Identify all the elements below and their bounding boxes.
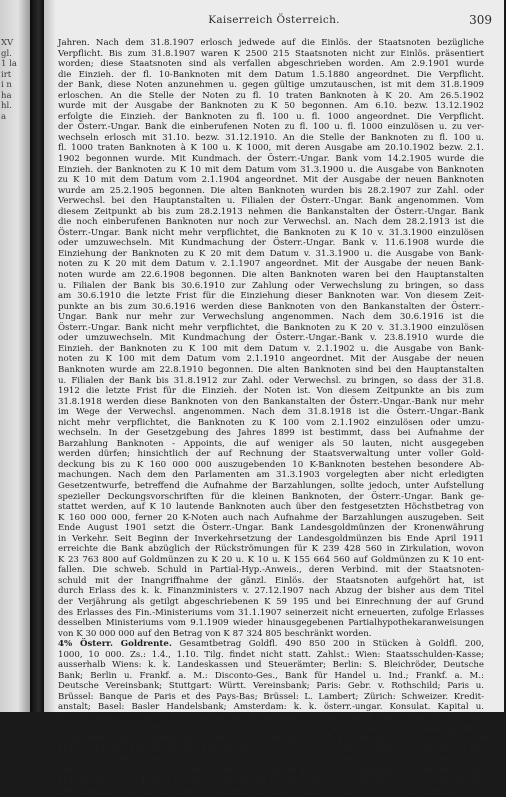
text-line: punkte an bis zum 30.6.1916 werden diese Banknoten von den Bankanstalten der Österr.- <box>58 301 484 312</box>
text-line: K 23 763 800 auf Goldmünzen zu K 20 u. K 10 u. K 155 664 560 auf Goldmünzen zu K 10 ent- <box>58 554 484 565</box>
text-line: Brüssel: Banque de Paris et des Pays-Bas; Brüssel: L. Lambert; Zürich: Schweizer. Kredit- <box>58 691 484 702</box>
text-line: worden; diese Staatsnoten sind als verfallen abgeschrieben worden. Am 2.9.1901 wurde <box>58 59 484 70</box>
text-line: 101.70, 102.20, 104, 103, 101.80, 97.50, 99.80, 101.50, 102.50, 102.50, 101.60, 99.65, 99.30, 97, <box>58 776 485 787</box>
margin-fragment <box>1 186 29 197</box>
margin-fragment <box>1 165 29 176</box>
text-line: wechseln erlosch mit 31.10. bezw. 31.12.1910. An die Stelle der Banknoten zu fl. 100 u. <box>58 132 484 143</box>
text-line: diesem Zeitpunkt ab bis zum 28.2.1913 nehmen die Bankanstalten der Österr.-Ungar. Bank <box>58 206 484 217</box>
text-line: Barzahlung Banknoten - Appoints, die auf weniger als 50 lauten, nicht ausgegeben <box>58 438 484 449</box>
text-line: deckung bis zu K 160 000 000 auszugebenden 10 K-Banknoten bestehen besondere Ab- <box>58 459 484 470</box>
text-line: Ungar. Bank nur mehr zur Verwechslung angenommen. Nach dem 30.6.1916 ist die <box>58 312 484 323</box>
text-line: noten zu K 100 mit dem Datum vom 2.1.1910 angeordnet. Mit der Ausgabe der neuen <box>58 354 484 365</box>
left-margin-fragments <box>1 38 29 249</box>
page-title: Kaiserreich Österreich. <box>208 14 340 26</box>
margin-fragment <box>1 122 29 133</box>
text-line: wurde mit der Ausgabe der Banknoten zu K 50 begonnen. Am 6.10. bezw. 13.12.1902 <box>58 101 484 112</box>
text-line: Einzieh. der Banknoten zu K 10 mit dem Datum vom 31.3.1900 u. die Ausgabe von Banknoten <box>58 164 484 175</box>
text-line: 1910, 102.20, 104, 103, 101.80, 97.50, 99.80, 101.50, 102.50, 102.50, 101.60, 99.65, 99.30, 97. <box>58 786 477 797</box>
text-line: am 30.6.1910 die letzte Frist für die Einziehung dieser Banknoten war. Von diesem Zeit- <box>58 291 484 302</box>
text-line: Österr.-Ungar. Bank nicht mehr verpflichtet, die Banknoten zu K 10 v. 31.3.1900 einzulösen <box>58 227 484 238</box>
text-line: machungen. Nach dem den Parlamenten am 31.3.1903 vorgelegten aber nicht erledigten <box>58 470 484 481</box>
margin-fragment: XV <box>1 38 14 48</box>
text-line: 1902 begonnen wurde. Mit Kundmach. der Österr.-Ungar. Bank vom 14.2.1905 wurde die <box>58 154 484 165</box>
text-line: die Einzieh. der fl. 10-Banknoten mit dem Datum 1.5.1880 angeordnet. Die Verpflicht. <box>58 69 484 80</box>
text-line: im Wege der Verwechsl. angenommen. Nach dem 31.8.1918 ist die Österr.-Ungar.-Bank <box>58 407 484 418</box>
running-head <box>44 14 504 30</box>
text-line: oder umzuwechseln. Mit Kundmachung der Österr.-Ungar. Bank v. 11.6.1908 wurde die <box>58 238 484 249</box>
text-line: 101.10, 102.80, 102.60, 101.90, 100, 99.50, 97.60, 97.80, 99.70, 99, 97.20%. — In Frankf. a. M.: <box>58 744 484 755</box>
text-line: Bank; Berlin u. Frankf. a. M.: Disconto-Ges., Bank für Handel u. Ind.; Frankf. a. M.: <box>58 670 484 681</box>
text-line: desselben Ministeriums vom 9.1.1909 wieder hinausgegebenen Partialhypothekaranweisungen <box>58 618 484 629</box>
text-line: Jahren. Nach dem 31.8.1907 erlosch jedwede auf die Einlös. der Staatsnoten bezügliche <box>58 38 484 48</box>
text-line: durch Erlass des k. k. Finanzministers v. 27.12.1907 nach Abzug der bisher aus dem Titel <box>58 586 484 597</box>
margin-fragment: 1 la <box>1 59 17 70</box>
text-line: schuld mit der Inangriffnahme der gänzl. Einlös. der Staatsnoten aufgehört hat, ist <box>58 575 484 586</box>
text-line: nisse von M. 20.25 für 10 fl. Gold. Stücke à fl. 10 000 in Deutschland nicht lieferbar. Kurs <box>58 723 484 734</box>
text-line: noten zu K 20 mit dem Datum v. 2.1.1907 angeordnet. Mit der Ausgabe der neuen Bank- <box>58 259 484 270</box>
text-line: Österr.-Ungar. Bank nicht mehr verpflichtet, die Banknoten zu K 20 v. 31.3.1900 einzulösen <box>58 322 484 333</box>
text-line: in Verkehr. Seit Beginn der Inverkehrsetzung der Landesgoldmünzen bis Ende April 1911 <box>58 533 484 544</box>
margin-fragment <box>1 228 29 239</box>
text-line: werden dürfen; hinsichtlich der auf Rechnung der Staatsverwaltung unter voller Gold- <box>58 449 484 460</box>
body-text <box>58 38 506 797</box>
section-heading-line: 4% Österr. Goldrente. Gesamtbetrag Goldfl. 490 850 200 in Stücken à Goldfl. 200, <box>58 639 484 650</box>
text-line: Banknoten wurde am 22.8.1910 begonnen. Die alten Banknoten sind bei den Hauptanstalten <box>58 364 484 375</box>
text-line: der Bank, diese Noten anzunehmen u. gegen gültige umzutauschen, ist mit dem 31.8.1909 <box>58 80 484 91</box>
text-line: 1000, 10 000. Zs.: 1.4., 1.10. Tilg. findet nicht statt. Zahlst.: Wien: Staatsschulden-Kasse; <box>58 649 484 660</box>
text-line: 100.85, 99.60, 97.70, 97.80, 99.90, 99, 97.40 (kl. 98.40)%. — In Hamburg: 95, 94, 98.50, 96, <box>58 765 484 776</box>
text-line: 31.8.1918 werden diese Banknoten von den Bankanstalten der Österr.-Ungar.-Bank nur mehr <box>58 396 484 407</box>
text-line: u. Filialen der Bank bis 31.8.1912 zur Zahl. oder Verwechsl. zu bringen, so dass der 31.8. <box>58 375 484 386</box>
text-line: u. Filialen der Bank bis 30.6.1910 zur Zahlung oder Verwechslung zu bringen, so dass <box>58 280 484 291</box>
margin-fragment <box>1 217 29 228</box>
text-line: der Verjährung als getilgt abgeschriebenen K 59 195 und bei Einrechnung der auf Grund <box>58 596 484 607</box>
text-line: 1912 die letzte Frist für die Einzieh. der Noten ist. Von diesem Zeitpunkte an bis zum <box>58 386 484 397</box>
text-line: 96.20, 94.50, 98.50, 96.50, 102, 102.30, 104.35, 103, 102.10, 97.90, 100, 101.10, 103, 102.60, 101.75, <box>58 755 506 766</box>
margin-fragment: i n <box>1 80 12 91</box>
margin-fragment <box>1 238 29 249</box>
text-line: Ende 1890—1911: In Berlin 96.20, 94.40, 98.50, 96.50, 102.25, 102.40, 104.30, 103, —, 97.70, 100, <box>58 734 495 745</box>
margin-fragment <box>1 154 29 165</box>
margin-fragment: gl. <box>1 48 12 59</box>
text-line: Verwechsl. bei den Hauptanstalten u. Filialen der Österr.-Ungar. Bank angenommen. Vom <box>58 196 484 207</box>
text-line: Zs. für immer steuerfrei u. zahlbar in Deutschland in Reichsmark nach dem Wertverhält- <box>58 713 484 723</box>
section-heading: 4% Österr. Goldrente. <box>58 639 172 650</box>
text-line: erfolgte die Einzieh. der Banknoten zu fl. 100 u. fl. 1000 angeordnet. Die Verpflicht. <box>58 111 484 122</box>
text-line: erloschen. An die Stelle der Noten zu fl. 10 traten Banknoten à K 20. Am 26.5.1902 <box>58 90 484 101</box>
text-line: nicht mehr verpflichtet, die Banknoten zu K 100 vom 2.1.1902 einzulösen oder umzu- <box>58 417 484 428</box>
margin-fragment: hl. <box>1 101 12 112</box>
text-line: von K 30 000 000 auf den Betrag von K 87 324 805 beschränkt worden. <box>58 628 372 639</box>
text-line: wurde am 25.2.1905 begonnen. Die alten Banknoten wurden bis 28.2.1907 zur Zahl. oder <box>58 185 484 196</box>
margin-fragment <box>1 133 29 144</box>
text-line: Gesetzentwurfe, betreffend die Aufnahme der Barzahlungen, sollte jedoch, unter Aufstellung <box>58 480 484 491</box>
text-line: Einziehung der Banknoten zu K 20 mit dem Datum v. 31.3.1900 u. die Ausgabe von Bank- <box>58 248 484 259</box>
book-page <box>44 0 506 797</box>
text-line: fl. 1000 traten Banknoten à K 100 u. K 1000, mit deren Ausgabe am 20.10.1902 bezw. 2.1. <box>58 143 484 154</box>
text-line: stattet werden, auf K 10 lautende Banknoten auch über den festgesetzten Höchstbetrag von <box>58 502 484 513</box>
text-line: wechseln. In der Gesetzgebung des Jahres 1899 ist bestimmt, dass bei Aufnahme der <box>58 428 484 439</box>
text-line: zu K 10 mit dem Datum vom 2.1.1904 angeordnet. Mit der Ausgabe der neuen Banknoten <box>58 175 484 186</box>
text-line: die noch einberufenen Banknoten nur noch zur Verwechsl. an. Nach dem 28.2.1913 ist die <box>58 217 484 228</box>
text-line: Einzieh. der Banknoten zu K 100 mit dem Datum v. 2.1.1902 u. die Ausgabe von Bank- <box>58 343 484 354</box>
text-line: Verpflicht. Bis zum 31.8.1907 waren K 2500 215 Staatsnoten nicht zur Einlös. präsentiert <box>58 48 484 59</box>
text-line: fallen. Die schweb. Schuld in Partial-Hyp.-Anweis., deren Verbind. mit der Staatsnoten- <box>58 565 484 576</box>
margin-fragment: a <box>1 111 7 122</box>
left-page-edge <box>0 0 30 712</box>
text-line: ausserhalb Wiens: k. k. Landeskassen und Steuerämter; Berlin: S. Bleichröder, Deutsche <box>58 660 484 671</box>
text-line: der Österr.-Ungar. Bank die einberufenen Noten zu fl. 100 u. fl. 1000 einzulösen u. zu ver- <box>58 122 484 133</box>
text-line: Ende August 1901 setzt die Österr.-Ungar. Bank Landesgoldmünzen der Kronenwährung <box>58 523 484 534</box>
text-line: des Erlasses des Fin.-Ministeriums vom 31.1.1907 seinerzeit nicht erneuerten, zufolge Erlasses <box>58 607 484 618</box>
text-line: Deutsche Vereinsbank; Stuttgart: Württ. Vereinsbank; Paris: Gebr. v. Rothschild; Paris u. <box>58 681 484 692</box>
margin-fragment <box>1 196 29 207</box>
margin-fragment: ha <box>1 90 12 101</box>
margin-fragment <box>1 175 29 186</box>
text-line: erreichte die Bank abzüglich der Rückströmungen für K 239 428 560 in Zirkulation, wovon <box>58 544 484 555</box>
margin-fragment <box>1 207 29 218</box>
text-line: spezieller Deckungsvorschriften für die kleinen Banknoten, der Österr.-Ungar. Bank ge- <box>58 491 484 502</box>
margin-fragment <box>1 143 29 154</box>
text-line: oder umzuwechseln. Mit Kundmachung der Österr.-Ungar.-Bank v. 23.8.1910 wurde die <box>58 333 484 344</box>
page-number: 309 <box>469 13 492 27</box>
book-gutter <box>30 0 44 712</box>
text-line: K 160 000 000, ferner 20 K-Noten auch nach Aufnahme der Barzahlungen auszugeben. Seit <box>58 512 484 523</box>
text-line: anstalt; Basel: Basler Handelsbank; Amsterdam: k. k. österr.-ungar. Konsulat. Kapital u. <box>58 702 484 713</box>
text-line: noten wurde am 22.6.1908 begonnen. Die alten Banknoten waren bei den Hauptanstalten <box>58 270 484 281</box>
margin-fragment: irt <box>1 69 12 80</box>
